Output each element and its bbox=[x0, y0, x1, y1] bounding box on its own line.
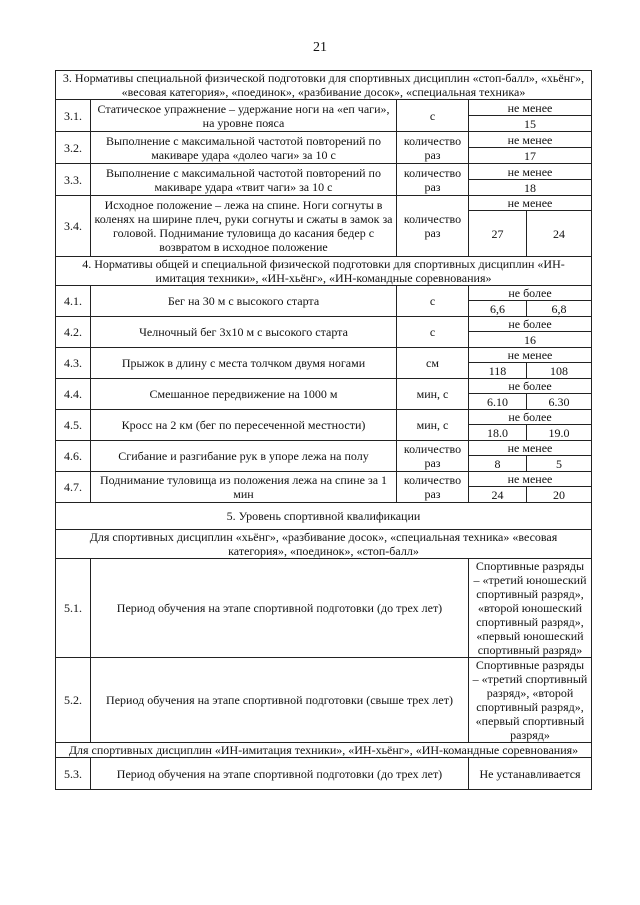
norm-value-male: 27 bbox=[469, 211, 527, 257]
row-4-2 bbox=[56, 317, 592, 332]
exercise-name: Сгибание и разгибание рук в упоре лежа на полу bbox=[91, 441, 397, 472]
qualification-value: Не устанавливается bbox=[469, 758, 592, 790]
norm-header: не менее bbox=[469, 441, 592, 456]
section-5-header-row bbox=[56, 503, 592, 530]
row-number: 4.4. bbox=[56, 379, 91, 410]
unit: мин, с bbox=[397, 379, 469, 410]
exercise-name: Выполнение с максимальной частотой повторений по макиваре удара «твит чаги» за 10 с bbox=[91, 164, 397, 196]
section-5-group1-title: Для спортивных дисциплин «хьёнг», «разбивание досок», «специальная техника» «весовая категория», «поединок», «стоп-балл» bbox=[56, 530, 592, 559]
row-number: 4.3. bbox=[56, 348, 91, 379]
row-3-1 bbox=[56, 100, 592, 116]
norm-header: не менее bbox=[469, 164, 592, 180]
row-4-7 bbox=[56, 472, 592, 487]
norm-value-female: 108 bbox=[527, 363, 592, 379]
unit: мин, с bbox=[397, 410, 469, 441]
unit: количество раз bbox=[397, 196, 469, 257]
row-4-3 bbox=[56, 348, 592, 363]
norm-value: 17 bbox=[469, 148, 592, 164]
unit: количество раз bbox=[397, 472, 469, 503]
row-3-4 bbox=[56, 196, 592, 211]
row-number: 4.7. bbox=[56, 472, 91, 503]
norm-value-male: 118 bbox=[469, 363, 527, 379]
norm-header: не более bbox=[469, 317, 592, 332]
unit: с bbox=[397, 317, 469, 348]
unit: с bbox=[397, 286, 469, 317]
row-number: 4.1. bbox=[56, 286, 91, 317]
exercise-name: Челночный бег 3х10 м с высокого старта bbox=[91, 317, 397, 348]
section-5-group2-row bbox=[56, 743, 592, 758]
norm-value: 15 bbox=[469, 116, 592, 132]
norm-header: не менее bbox=[469, 472, 592, 487]
row-number: 5.1. bbox=[56, 559, 91, 658]
row-number: 5.3. bbox=[56, 758, 91, 790]
page-number: 21 bbox=[313, 40, 327, 55]
unit: количество раз bbox=[397, 164, 469, 196]
norm-header: не более bbox=[469, 410, 592, 425]
norm-header: не менее bbox=[469, 132, 592, 148]
row-number: 3.4. bbox=[56, 196, 91, 257]
period-name: Период обучения на этапе спортивной подготовки (до трех лет) bbox=[91, 758, 469, 790]
section-3-title: 3. Нормативы специальной физической подготовки для спортивных дисциплин «стоп-балл», «хьёнг», «весовая категория», «поединок», «разбивание досок», «специальная техника» bbox=[56, 71, 592, 100]
norm-header: не более bbox=[469, 286, 592, 301]
section-5-group2-title: Для спортивных дисциплин «ИН-имитация техники», «ИН-хьёнг», «ИН-командные соревнования» bbox=[56, 743, 592, 758]
row-number: 4.5. bbox=[56, 410, 91, 441]
row-5-2 bbox=[56, 658, 592, 743]
unit: количество раз bbox=[397, 132, 469, 164]
norm-value-female: 19.0 bbox=[527, 425, 592, 441]
row-4-4 bbox=[56, 379, 592, 394]
row-3-3 bbox=[56, 164, 592, 180]
exercise-name: Кросс на 2 км (бег по пересеченной местности) bbox=[91, 410, 397, 441]
row-4-5 bbox=[56, 410, 592, 425]
row-number: 5.2. bbox=[56, 658, 91, 743]
unit: количество раз bbox=[397, 441, 469, 472]
row-4-6 bbox=[56, 441, 592, 456]
row-4-1 bbox=[56, 286, 592, 301]
qualification-value: Спортивные разряды – «третий спортивный разряд», «второй спортивный разряд», «первый спортивный разряд» bbox=[469, 658, 592, 743]
row-number: 3.2. bbox=[56, 132, 91, 164]
norm-value-female: 5 bbox=[527, 456, 592, 472]
norm-value-male: 6.10 bbox=[469, 394, 527, 410]
norm-header: не более bbox=[469, 379, 592, 394]
section-4-title: 4. Нормативы общей и специальной физической подготовки для спортивных дисциплин «ИН-имитация техники», «ИН-хьёнг», «ИН-командные соревнования» bbox=[56, 257, 592, 286]
row-number: 4.2. bbox=[56, 317, 91, 348]
row-3-2 bbox=[56, 132, 592, 148]
norm-value: 18 bbox=[469, 180, 592, 196]
norm-value-female: 24 bbox=[527, 211, 592, 257]
norm-value-male: 24 bbox=[469, 487, 527, 503]
exercise-name: Выполнение с максимальной частотой повторений по макиваре удара «долео чаги» за 10 с bbox=[91, 132, 397, 164]
exercise-name: Бег на 30 м с высокого старта bbox=[91, 286, 397, 317]
norm-header: не менее bbox=[469, 100, 592, 116]
norm-value-male: 8 bbox=[469, 456, 527, 472]
section-4-header-row bbox=[56, 257, 592, 286]
exercise-name: Исходное положение – лежа на спине. Ноги согнуты в коленях на ширине плеч, руки согнуты и сжаты в замок за головой. Поднимание туловища до касания бедер с возвратом в исходное положение bbox=[91, 196, 397, 257]
unit: с bbox=[397, 100, 469, 132]
exercise-name: Поднимание туловища из положения лежа на спине за 1 мин bbox=[91, 472, 397, 503]
exercise-name: Прыжок в длину с места толчком двумя ногами bbox=[91, 348, 397, 379]
section-5-title: 5. Уровень спортивной квалификации bbox=[56, 503, 592, 530]
exercise-name: Статическое упражнение – удержание ноги на «еп чаги», на уровне пояса bbox=[91, 100, 397, 132]
norm-header: не менее bbox=[469, 196, 592, 211]
norm-value: 16 bbox=[469, 332, 592, 348]
norm-value-female: 6,8 bbox=[527, 301, 592, 317]
row-number: 3.1. bbox=[56, 100, 91, 132]
norms-table bbox=[55, 70, 592, 790]
norm-header: не менее bbox=[469, 348, 592, 363]
norm-value-female: 6.30 bbox=[527, 394, 592, 410]
row-number: 3.3. bbox=[56, 164, 91, 196]
period-name: Период обучения на этапе спортивной подготовки (свыше трех лет) bbox=[91, 658, 469, 743]
section-5-group1-row bbox=[56, 530, 592, 559]
exercise-name: Смешанное передвижение на 1000 м bbox=[91, 379, 397, 410]
row-number: 4.6. bbox=[56, 441, 91, 472]
row-5-1 bbox=[56, 559, 592, 658]
unit: см bbox=[397, 348, 469, 379]
row-5-3 bbox=[56, 758, 592, 790]
norm-value-male: 18.0 bbox=[469, 425, 527, 441]
section-3-header-row bbox=[56, 71, 592, 100]
norm-value-male: 6,6 bbox=[469, 301, 527, 317]
norm-value-female: 20 bbox=[527, 487, 592, 503]
period-name: Период обучения на этапе спортивной подготовки (до трех лет) bbox=[91, 559, 469, 658]
qualification-value: Спортивные разряды – «третий юношеский спортивный разряд», «второй юношеский спортивный разряд», «первый юношеский спортивный разряд» bbox=[469, 559, 592, 658]
